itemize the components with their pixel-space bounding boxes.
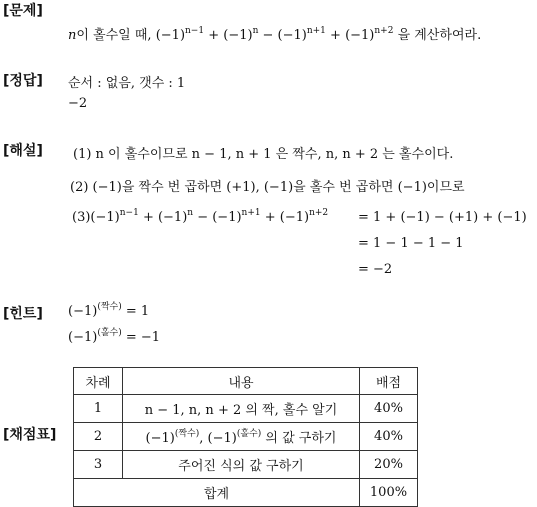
- rubric-header-row: [74, 368, 418, 395]
- answer-order-count: 순서 : 없음, 갯수 : 1: [68, 76, 186, 91]
- total-label: 합계: [74, 479, 360, 507]
- header-order: 차례: [74, 368, 123, 395]
- table-row: 1 n − 1, n, n + 2 의 짝, 홀수 알기 40%: [74, 395, 418, 423]
- hint-section-label: [힌트]: [3, 306, 43, 322]
- answer-section-label: [정답]: [3, 73, 43, 89]
- explanation-step-3-lhs: $(3)(-1)^{n-1} + (-1)^n - (-1)^{n+1} + (-1)^{n+2}$: [72, 208, 329, 225]
- explanation-section-label: [해설]: [3, 143, 43, 159]
- problem-statement: n이 홀수일 때, $(-1)^{n-1} + (-1)^n - (-1)^{n+1} + (-1)^{n+2}$ 을 계산하여라.: [68, 26, 482, 43]
- explanation-step-2: (2) (−1)을 짝수 번 곱하면 (+1), (−1)을 홀수 번 곱하면 (−1)이므로: [70, 180, 465, 195]
- explanation-step-3-rhs-2: = 1 − 1 − 1 − 1: [358, 236, 464, 251]
- header-content: 내용: [123, 368, 360, 395]
- explanation-step-3-rhs-1: = 1 + (−1) − (+1) + (−1): [358, 210, 527, 225]
- rubric-section-label: [채점표]: [3, 427, 57, 443]
- rubric-table: [73, 367, 418, 507]
- explanation-step-3-rhs-3: = −2: [358, 262, 393, 277]
- table-row: 3 주어진 식의 값 구하기 20%: [74, 451, 418, 479]
- total-score: 100%: [360, 479, 418, 507]
- table-row: 2 $(-1)^{(짝수)}$, $(-1)^{(홀수)}$ 의 값 구하기 40%: [74, 423, 418, 451]
- problem-section-label: [문제]: [3, 3, 43, 19]
- hint-line-1: $(-1)^{(짝수)} = 1$: [68, 302, 150, 319]
- explanation-step-1: (1) n 이 홀수이므로 n − 1, n + 1 은 짝수, n, n + 2 는 홀수이다.: [73, 147, 454, 162]
- rubric-total-row: [74, 479, 418, 507]
- hint-line-2: $(-1)^{(홀수)} = -1$: [68, 328, 161, 345]
- header-score: 배점: [360, 368, 418, 395]
- problem-expression: $(-1)^{n-1} + (-1)^n - (-1)^{n+1} + (-1)^{n+2}$: [155, 26, 394, 43]
- answer-value: −2: [68, 96, 88, 111]
